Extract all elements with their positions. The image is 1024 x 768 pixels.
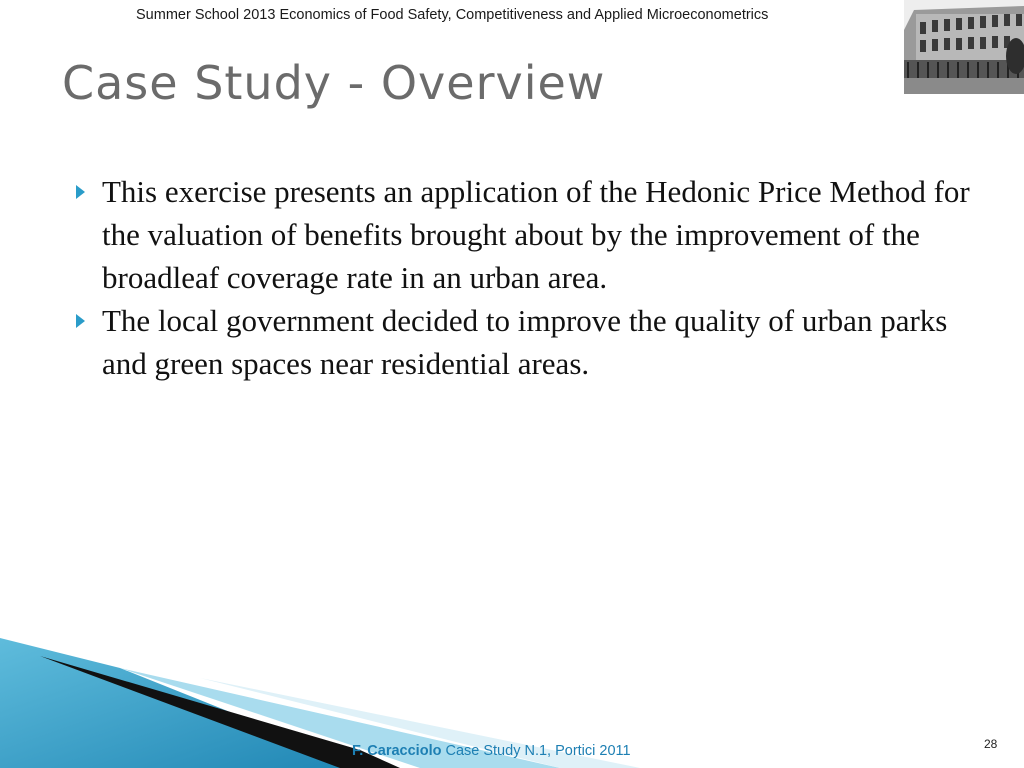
footer-case: Case Study N.1, Portici 2011 [441,743,631,759]
building-photo [904,0,1024,94]
triangle-bullet-icon [76,185,85,199]
bullet-text: The local government decided to improve the quality of urban parks and green spaces near residential areas. [102,303,948,381]
slide-title: Case Study - Overview [62,56,606,110]
footer-credit [352,743,631,759]
event-header: Summer School 2013 Economics of Food Safety, Competitiveness and Applied Microeconometrics [136,7,769,23]
bullet-item [76,299,976,385]
building-photo-icon [904,0,1024,94]
triangle-bullet-icon [76,314,85,328]
bullet-text: This exercise presents an application of the Hedonic Price Method for the valuation of benefits brought about by the improvement of the broadleaf coverage rate in an urban area. [102,174,970,295]
footer-author: F. Caracciolo [352,743,442,759]
page-number: 28 [984,737,998,751]
bullet-item [76,170,976,299]
bullet-list [76,170,976,385]
